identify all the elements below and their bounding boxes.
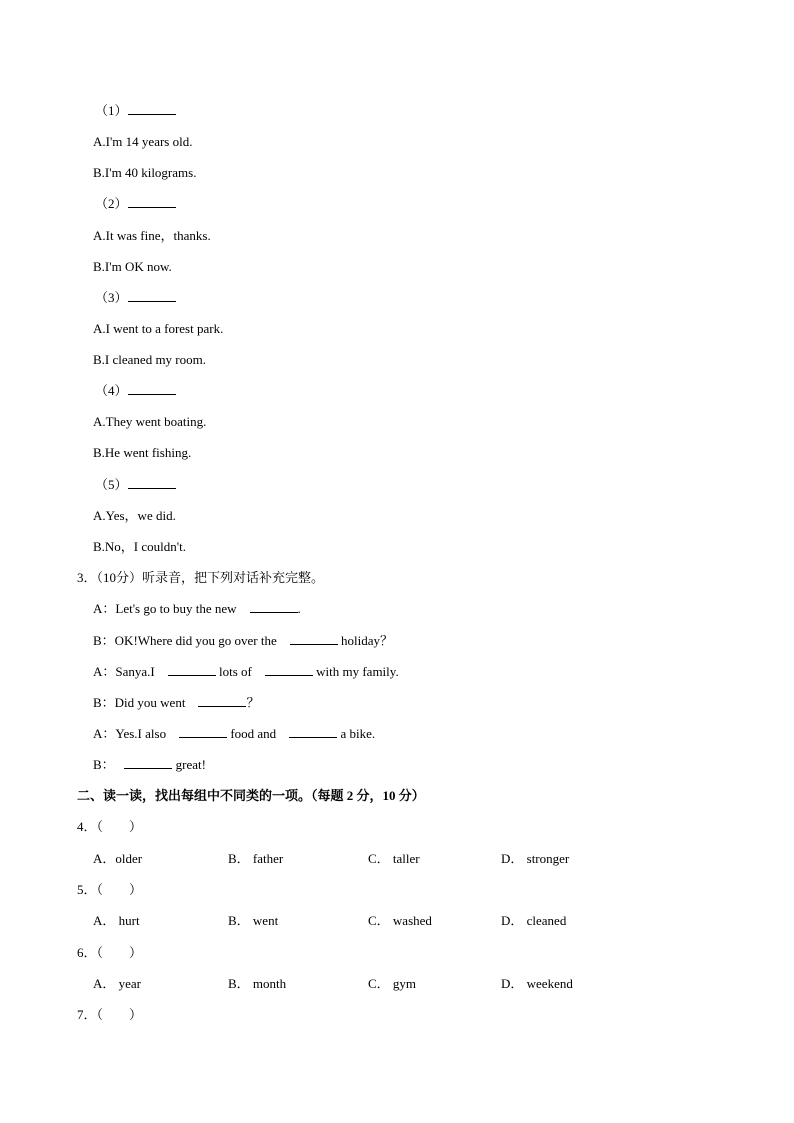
- q2-option-4a: A.They went boating.: [93, 414, 207, 429]
- option-a[interactable]: A． year: [93, 976, 142, 991]
- option-b[interactable]: B． month: [228, 976, 287, 991]
- q3-line-2: B：OK!Where did you go over the holiday？: [93, 633, 394, 648]
- answer-blank[interactable]: [168, 664, 216, 676]
- option-c[interactable]: C． washed: [368, 913, 432, 928]
- q2-option-3b: B.I cleaned my room.: [93, 352, 206, 367]
- option-c[interactable]: C． taller: [368, 851, 420, 866]
- q3-line-6: B： great!: [93, 757, 206, 772]
- q2-option-2a: A.It was fine，thanks.: [93, 228, 211, 243]
- section-2-header: 二、读一读，找出每组中不同类的一项。（每题 2 分，10 分）: [77, 788, 425, 803]
- option-d[interactable]: D． weekend: [501, 976, 573, 991]
- q2-num-5: （5）: [95, 477, 176, 493]
- q2-option-5a: A.Yes，we did.: [93, 508, 176, 523]
- q2-num-3: （3）: [95, 290, 176, 306]
- q3-header: 3．（10分）听录音，把下列对话补充完整。: [77, 570, 325, 585]
- option-b[interactable]: B． went: [228, 913, 279, 928]
- answer-blank[interactable]: [179, 726, 227, 738]
- q2-num-2: （2）: [95, 196, 176, 212]
- option-a[interactable]: A． hurt: [93, 913, 140, 928]
- answer-blank[interactable]: [290, 633, 338, 645]
- q2-option-4b: B.He went fishing.: [93, 445, 192, 460]
- option-d[interactable]: D． cleaned: [501, 913, 567, 928]
- q2-option-2b: B.I'm OK now.: [93, 259, 172, 274]
- q2-option-1b: B.I'm 40 kilograms.: [93, 165, 197, 180]
- answer-blank[interactable]: [289, 726, 337, 738]
- option-c[interactable]: C． gym: [368, 976, 417, 991]
- q2-option-5b: B.No，I couldn't.: [93, 539, 186, 554]
- answer-blank[interactable]: [265, 664, 313, 676]
- question-5-number: 5．（ ）: [77, 882, 143, 897]
- q2-option-3a: A.I went to a forest park.: [93, 321, 224, 336]
- q3-line-4: B：Did you went ？: [93, 695, 260, 710]
- question-6-number: 6．（ ）: [77, 945, 143, 960]
- option-b[interactable]: B． father: [228, 851, 284, 866]
- q2-num-1: （1）: [95, 103, 176, 119]
- q3-line-5: A：Yes.I also food and a bike.: [93, 726, 376, 741]
- option-d[interactable]: D． stronger: [501, 851, 570, 866]
- q2-num-4: （4）: [95, 383, 176, 399]
- option-a[interactable]: A．older: [93, 851, 143, 866]
- answer-blank[interactable]: [250, 601, 298, 613]
- question-7-number: 7．（ ）: [77, 1007, 143, 1022]
- q3-line-3: A：Sanya.I lots of with my family.: [93, 664, 399, 679]
- answer-blank[interactable]: [124, 757, 172, 769]
- question-4-number: 4．（ ）: [77, 819, 143, 834]
- answer-blank[interactable]: [198, 695, 246, 707]
- q2-option-1a: A.I'm 14 years old.: [93, 134, 193, 149]
- q3-line-1: A：Let's go to buy the new .: [93, 601, 301, 616]
